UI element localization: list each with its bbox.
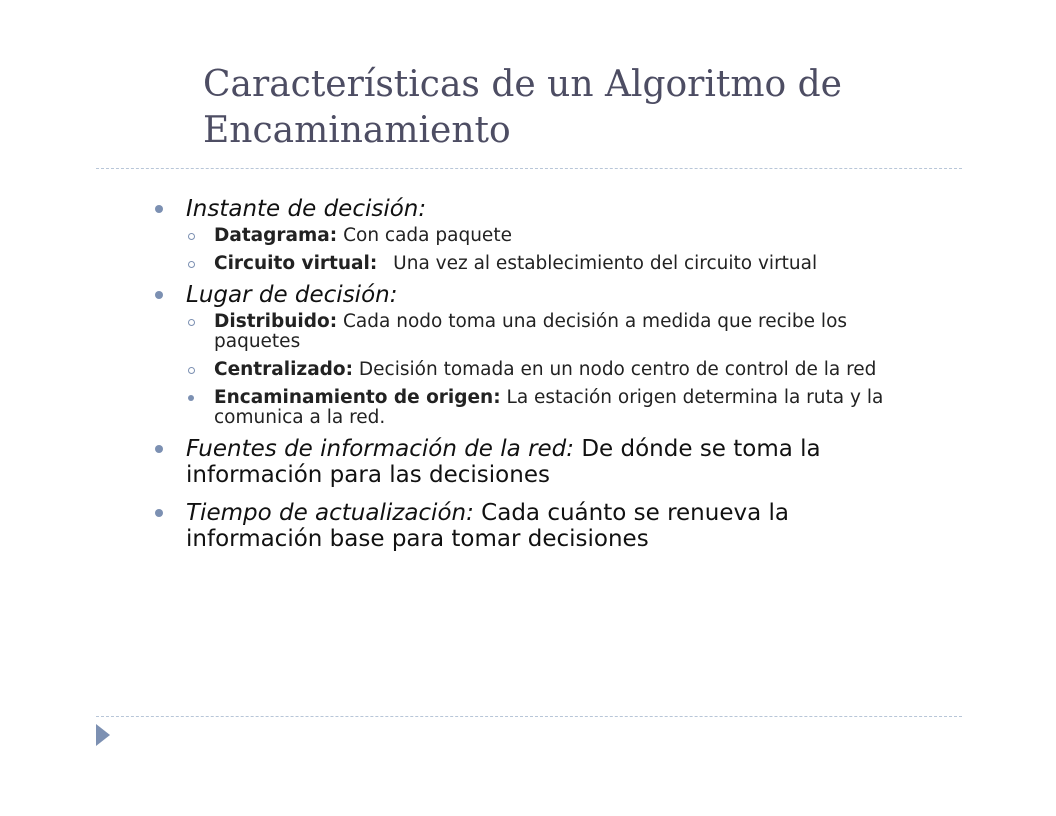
sub-bullet-circuito-virtual: [186, 254, 930, 274]
bullet-dot-icon: [155, 509, 163, 517]
sub-bullet-label: Centralizado:: [214, 359, 354, 380]
sub-bullet-label: Datagrama:: [214, 225, 338, 246]
bullet-label: Instante de decisión:: [186, 196, 427, 222]
sub-bullet-encaminamiento-origen: [186, 388, 930, 428]
sub-bullet-label: Distribuido:: [214, 311, 338, 332]
bullet-label: Fuentes de información de la red:: [186, 436, 575, 462]
bullet-instante-decision: [150, 196, 930, 274]
bullet-fuentes-informacion: [150, 436, 930, 488]
bottom-divider: [96, 716, 962, 717]
sub-bullet-distribuido: [186, 312, 930, 352]
sub-bullet-label: Circuito virtual:: [214, 253, 378, 274]
sub-bullet-text: La estación origen determina la ruta y la comunica a la red.: [214, 387, 884, 428]
bullet-lugar-decision: [150, 282, 930, 428]
sub-bullet-text: Cada nodo toma una decisión a medida que recibe los paquetes: [214, 311, 848, 352]
sub-list: [186, 226, 930, 274]
bullet-label: Tiempo de actualización:: [186, 500, 474, 526]
sub-bullet-text: Decisión tomada en un nodo centro de control de la red: [358, 359, 877, 380]
ring-bullet-icon: [188, 233, 195, 240]
sub-bullet-text: Una vez al establecimiento del circuito virtual: [393, 253, 818, 274]
ring-bullet-icon: [188, 367, 195, 374]
sub-bullet-label: Encaminamiento de origen:: [214, 387, 501, 408]
bullet-dot-icon: [155, 291, 163, 299]
top-divider: [96, 168, 962, 169]
slide-title-line-2: Encaminamiento: [203, 110, 511, 151]
bullet-dot-icon: [155, 205, 163, 213]
slide-title: [203, 62, 983, 154]
sub-bullet-centralizado: [186, 360, 930, 380]
bullet-text: De dónde se toma la información para las decisiones: [186, 436, 821, 488]
bullet-dot-icon: [155, 445, 163, 453]
sub-bullet-datagrama: [186, 226, 930, 246]
bullet-tiempo-actualizacion: [150, 500, 930, 552]
dot-bullet-icon: [188, 395, 194, 401]
bullet-list: [150, 196, 930, 560]
play-arrow-icon: [96, 724, 110, 746]
ring-bullet-icon: [188, 319, 195, 326]
ring-bullet-icon: [188, 261, 195, 268]
bullet-text: Cada cuánto se renueva la información base para tomar decisiones: [186, 500, 789, 552]
sub-bullet-text: Con cada paquete: [343, 225, 512, 246]
sub-list: [186, 312, 930, 428]
slide-title-line-1: Características de un Algoritmo de: [203, 64, 842, 105]
bullet-label: Lugar de decisión:: [186, 282, 398, 308]
